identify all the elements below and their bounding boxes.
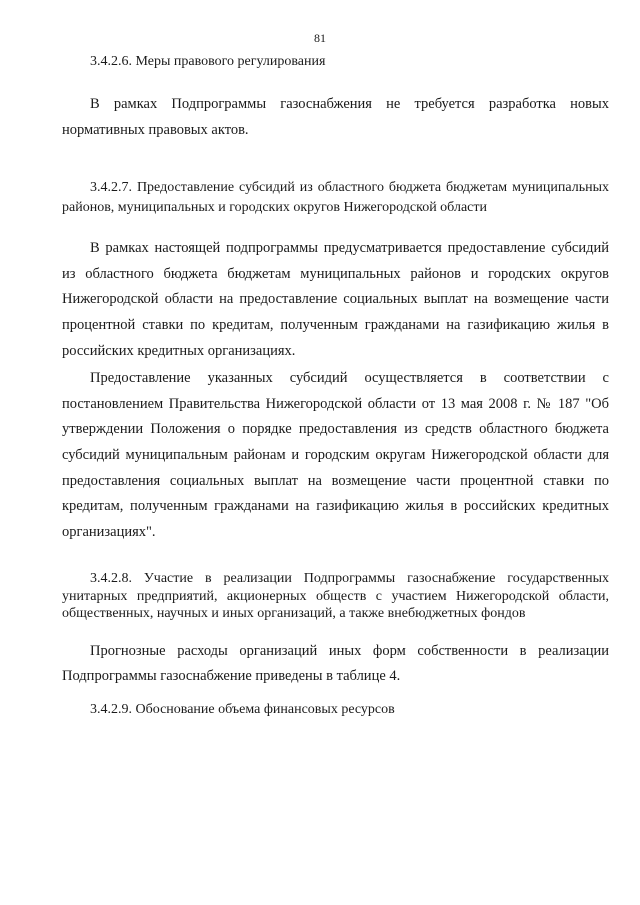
paragraph: Прогнозные расходы организаций иных форм собственности в реализации Подпрограммы газоснабжение приведены в таблице 4. <box>62 642 609 685</box>
section-heading-3-4-2-6: 3.4.2.6. Меры правового регулирования <box>90 54 326 69</box>
section-heading-3-4-2-8: 3.4.2.8. Участие в реализации Подпрограммы газоснабжение государственных унитарных предприятий, акционерных обществ с участием Нижегородской области, общественных, научных и иных организаций, а также внебюджетных фондов <box>62 571 609 622</box>
page-number: 81 <box>314 31 326 45</box>
paragraph: В рамках Подпрограммы газоснабжения не требуется разработка новых нормативных правовых актов. <box>62 96 609 138</box>
paragraph: Предоставление указанных субсидий осуществляется в соответствии с постановлением Правительства Нижегородской области от 13 мая 2008 г. № 187 "Об утверждении Положения о порядке предоставления из средств областного бюджета субсидий муниципальным районам и городским округам Нижегородской области для предоставления социальных выплат на возмещение части процентной ставки по кредитам, полученным гражданами на газификацию жилья в российских кредитных организациях". <box>62 370 609 540</box>
paragraph: В рамках настоящей подпрограммы предусматривается предоставление субсидий из областного бюджета бюджетам муниципальных районов и городских округов Нижегородской области на предоставление социальных выплат на возмещение части процентной ставки по кредитам, полученным гражданами на газификацию жилья в российских кредитных организациях. <box>62 240 609 359</box>
section-heading-3-4-2-7: 3.4.2.7. Предоставление субсидий из областного бюджета бюджетам муниципальных районов, муниципальных и городских округов Нижегородской области <box>62 180 609 216</box>
document-body <box>62 52 609 720</box>
section-heading-3-4-2-9: 3.4.2.9. Обоснование объема финансовых ресурсов <box>90 702 395 717</box>
